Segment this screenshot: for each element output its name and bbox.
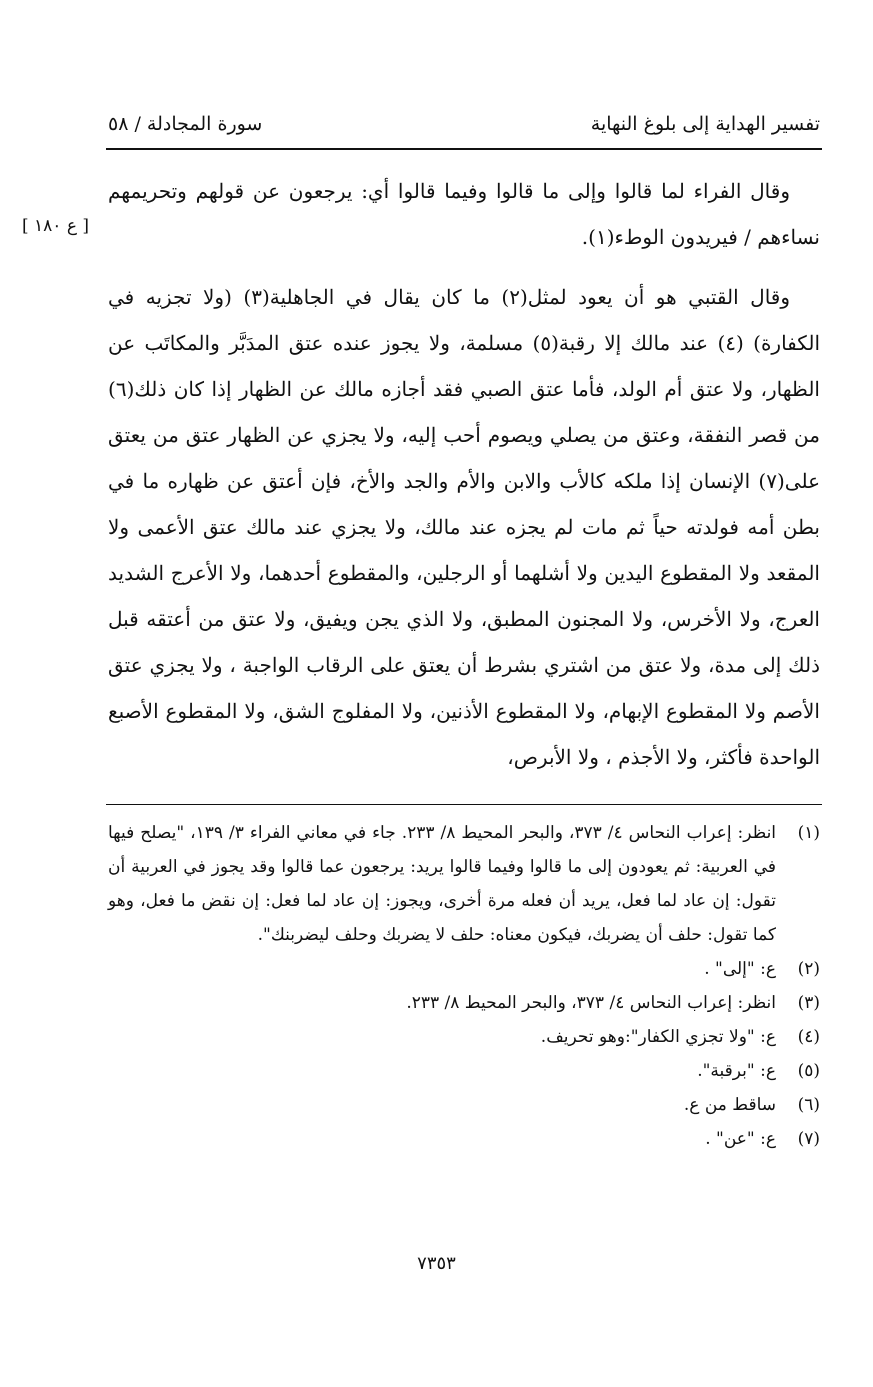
manuscript-folio-note: [ ع ١٨٠ ] [22,216,90,236]
surah-info: سورة المجادلة / ٥٨ [108,113,263,135]
footnotes [108,816,820,1156]
footnote [108,816,820,952]
footnote-number: (٣) [797,993,820,1013]
footnote-number: (٥) [797,1061,820,1081]
footnote-text: ع: "برقبة". [697,1061,776,1081]
footnote-text: انظر: إعراب النحاس ٤/ ٣٧٣، والبحر المحيط ٨/ ٢٣٣. جاء في معاني الفراء ٣/ ١٣٩، "يصلح فيها في العربية: ثم يعودون إلى ما قالوا وفيما قالوا يريد: يرجعون عما قالوا وقد يجوز في العربية أن تقول: إن عاد لما فعل، يريد أن فعله مرة أخرى، ويجوز: إن عاد لما فعل: إن نقض ما فعل، وهو كما تقول: حلف أن يضربك، فيكون معناه: حلف لا يضربك وحلف ليضربنك". [108,823,777,945]
header-rule [106,148,822,150]
footnote-number: (٧) [797,1129,820,1149]
page-number: ٧٣٥٣ [417,1253,456,1274]
footnote-number: (٤) [797,1027,820,1047]
footnote-text: ع: "إلى" . [704,959,776,979]
footnote-text: ع: "عن" . [705,1129,776,1149]
footnote [108,1020,820,1054]
footnote [108,952,820,986]
footnote-text: ساقط من ع. [683,1095,776,1115]
footnote-text: ع: "ولا تجزي الكفار":وهو تحريف. [540,1027,776,1047]
footnote [108,1088,820,1122]
footnote-text: انظر: إعراب النحاس ٤/ ٣٧٣، والبحر المحيط ٨/ ٢٣٣. [406,993,776,1013]
paragraph: وقال القتبي هو أن يعود لمثل(٢) ما كان يقال في الجاهلية(٣) (ولا تجزيه في الكفارة) (٤) عند مالك إلا رقبة(٥) مسلمة، ولا يجوز عنده عتق المدَبَّر والمكاتَب عن الظهار، ولا عتق أم الولد، فأما عتق الصبي فقد أجازه مالك عن الظهار إذا كان ذلك(٦) من قصر النفقة، وعتق من يصلي ويصوم أحب إليه، ولا يجزي عن الظهار عتق من يعتق على(٧) الإنسان إذا ملكه كالأب والابن والأم والجد والأخ، فإن أعتق عن ظهاره ما في بطن أمه فولدته حياً ثم مات لم يجزه عند مالك، ولا يجزي عند مالك عتق الأعمى ولا المقعد ولا المقطوع اليدين ولا أشلهما أو الرجلين، والمقطوع أحدهما، ولا الأعرج الشديد العرج، ولا الأخرس، ولا المجنون المطبق، ولا الذي يجن ويفيق، ولا عتق من أعتقه قبل ذلك إلى مدة، ولا عتق من اشتري بشرط أن يعتق على الرقاب الواجبة ، ولا يجزي عتق الأصم ولا المقطوع الإبهام، ولا المقطوع الأذنين، ولا المفلوج الشق، ولا المقطوع الأصبع الواحدة فأكثر، ولا الأجذم ، ولا الأبرص، [108,285,820,769]
paragraph: وقال الفراء لما قالوا وإلى ما قالوا وفيما قالوا أي: يرجعون عن قولهم وتحريمهم نساءهم / فيريدون الوطء(١). [108,179,820,249]
footnote-number: (٢) [797,959,820,979]
footnote [108,986,820,1020]
footnote [108,1122,820,1156]
footnote-number: (١) [797,823,820,843]
footnote-separator [106,804,822,805]
footnote [108,1054,820,1088]
book-title: تفسير الهداية إلى بلوغ النهاية [590,113,820,135]
footnote-number: (٦) [797,1095,820,1115]
running-header [108,104,820,144]
main-text [108,168,820,780]
